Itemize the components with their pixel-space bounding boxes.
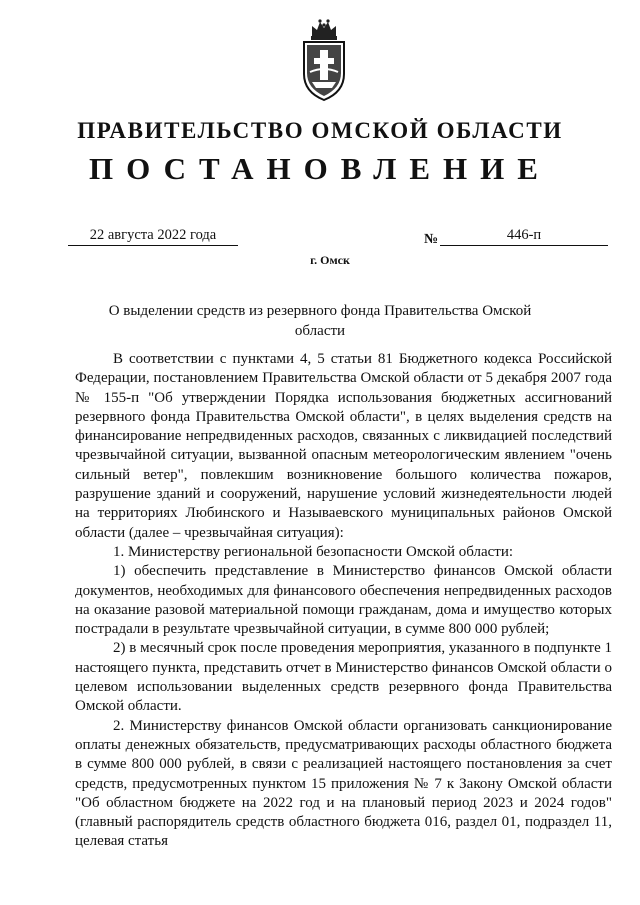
paragraph-item-2: 2. Министерству финансов Омской области организовать санкционирование оплаты денежных обязательств, предусматривающих расходы областного бюджета в сумме 800 000 рублей, в связи с реализацией настоящего постановления за счет средств, предусмотренных пунктом 15 приложения № 7 к Закону Омской области "Об областном бюджете на 2022 год и на плановый период 2023 и 2024 годов" (главный распорядитель средств областного бюджета 016, раздел 01, подраздел 11, целевая статья (75, 717, 612, 850)
paragraph-subitem-2: 2) в месячный срок после проведения мероприятия, указанного в подпункте 1 настоящего пункта, представить отчет в Министерство финансов Омской области о целевом использовании выделенных средств резервного фонда Правительства Омской области. (75, 640, 612, 715)
document-number: 446-п (440, 226, 608, 246)
government-name-heading: ПРАВИТЕЛЬСТВО ОМСКОЙ ОБЛАСТИ (77, 118, 563, 143)
document-date: 22 августа 2022 года (68, 226, 238, 246)
paragraph-subitem-1: 1) обеспечить представление в Министерство финансов Омской области документов, необходимых для финансового обеспечения непредвиденных расходов на оказание разовой материальной помощи гражданам, дома и имущество которых пострадали в результате чрезвычайной ситуации, в сумме 800 000 рублей; (75, 563, 612, 638)
paragraph-preamble: В соответствии с пунктами 4, 5 статьи 81 Бюджетного кодекса Российской Федерации, постановлением Правительства Омской области от 5 декабря 2007 года № 155-п "Об утверждении Порядка использования бюджетных ассигнований резервного фонда Правительства Омской области", в целях выделения средств на финансирование непредвиденных расходов, связанных с ликвидацией последствий чрезвычайной ситуации, вызванной опасным метеорологическим явлением "очень сильный ветер", повлекшим возникновение большого количества пожаров, разрушение зданий и сооружений, нарушение условий жизнедеятельности людей на территориях Любинского и Называевского муниципальных районов Омской области (далее – чрезвычайная ситуация): (75, 351, 612, 541)
document-type-heading: ПОСТАНОВЛЕНИЕ (89, 151, 551, 186)
document-subject: О выделении средств из резервного фонда Правительства Омской области (108, 303, 532, 339)
city-label: г. Омск (310, 253, 350, 267)
omsk-coat-of-arms-emblem (298, 16, 350, 104)
paragraph-item-1: 1. Министерству региональной безопасности Омской области: (113, 543, 514, 560)
document-body (75, 350, 612, 852)
number-label: № (424, 232, 439, 247)
